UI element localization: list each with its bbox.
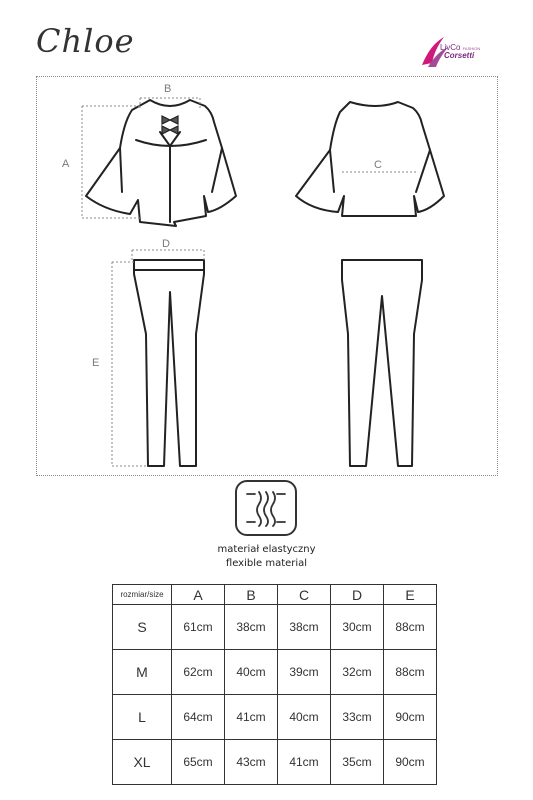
product-title: Chloe	[36, 22, 135, 60]
column-header-c: C	[278, 585, 331, 605]
value-cell: 62cm	[172, 650, 225, 695]
value-cell: 41cm	[225, 695, 278, 740]
value-cell: 40cm	[278, 695, 331, 740]
size-cell: M	[113, 650, 172, 695]
dimension-label-b: B	[164, 83, 172, 95]
top-front-sketch	[86, 100, 236, 226]
value-cell: 32cm	[331, 650, 384, 695]
table-row	[113, 650, 437, 695]
value-cell: 90cm	[384, 740, 437, 785]
brand-line1: LivCo FASHION	[440, 43, 481, 52]
dimension-label-c: C	[374, 159, 382, 171]
value-cell: 39cm	[278, 650, 331, 695]
bow-detail-icon	[162, 116, 178, 134]
material-label-en: flexible material	[225, 558, 308, 569]
value-cell: 30cm	[331, 605, 384, 650]
pants-back-sketch	[342, 260, 422, 466]
column-header-e: E	[384, 585, 437, 605]
column-header-d: D	[331, 585, 384, 605]
value-cell: 43cm	[225, 740, 278, 785]
size-table-header	[113, 585, 437, 605]
size-cell: XL	[113, 740, 172, 785]
value-cell: 33cm	[331, 695, 384, 740]
stretch-waves-icon	[235, 480, 297, 536]
value-cell: 61cm	[172, 605, 225, 650]
top-back-sketch	[296, 102, 444, 216]
value-cell: 88cm	[384, 605, 437, 650]
table-row	[113, 605, 437, 650]
size-table	[112, 584, 437, 785]
material-label-pl: materiał elastyczny	[217, 544, 316, 555]
value-cell: 35cm	[331, 740, 384, 785]
dimension-label-d: D	[162, 238, 170, 250]
value-cell: 41cm	[278, 740, 331, 785]
value-cell: 90cm	[384, 695, 437, 740]
brand-line2: Corsetti	[444, 51, 475, 60]
value-cell: 64cm	[172, 695, 225, 740]
value-cell: 65cm	[172, 740, 225, 785]
value-cell: 38cm	[225, 605, 278, 650]
pants-front-sketch	[134, 260, 204, 466]
dimension-label-a: A	[62, 158, 70, 170]
value-cell: 38cm	[278, 605, 331, 650]
value-cell: 88cm	[384, 650, 437, 695]
value-cell: 40cm	[225, 650, 278, 695]
measurement-lines	[82, 98, 416, 466]
column-header-b: B	[225, 585, 278, 605]
wavy-lines-icon	[237, 482, 295, 534]
dimension-label-e: E	[92, 357, 100, 369]
size-cell: L	[113, 695, 172, 740]
table-row	[113, 740, 437, 785]
size-cell: S	[113, 605, 172, 650]
corner-label: rozmiar/size	[113, 585, 172, 605]
column-header-a: A	[172, 585, 225, 605]
table-row	[113, 695, 437, 740]
